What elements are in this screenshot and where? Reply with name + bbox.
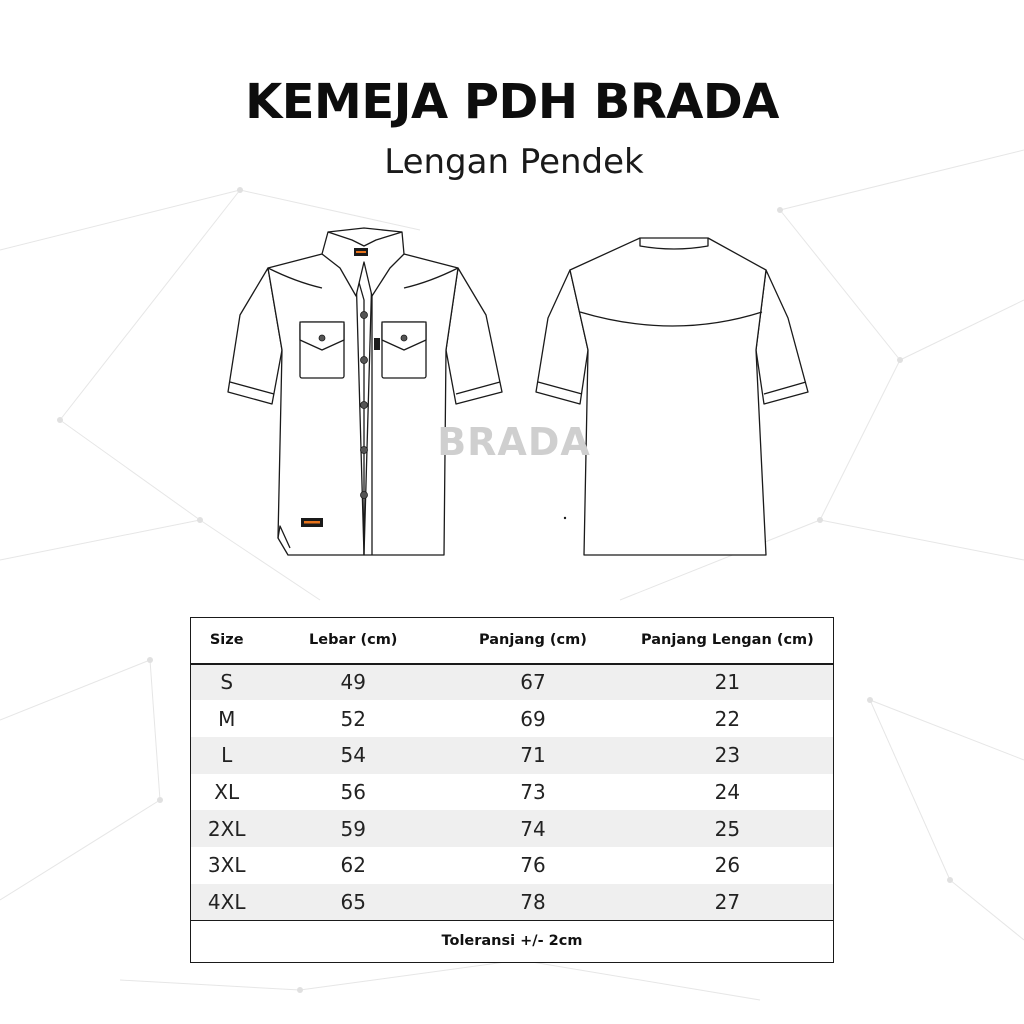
column-header-lebar: Lebar (cm)	[262, 618, 444, 664]
cell-size: 2XL	[191, 810, 263, 847]
column-header-size: Size	[191, 618, 263, 664]
cell-panjang-lengan: 23	[622, 737, 834, 774]
cell-size: XL	[191, 774, 263, 811]
cell-lebar: 54	[262, 737, 444, 774]
cell-size: 4XL	[191, 884, 263, 921]
cell-panjang: 67	[444, 664, 622, 701]
cell-panjang-lengan: 27	[622, 884, 834, 921]
cell-panjang: 69	[444, 700, 622, 737]
table-row	[191, 774, 834, 811]
table-row	[191, 847, 834, 884]
table-row	[191, 810, 834, 847]
column-header-panjang-lengan: Panjang Lengan (cm)	[622, 618, 834, 664]
cell-lebar: 59	[262, 810, 444, 847]
cell-panjang-lengan: 24	[622, 774, 834, 811]
cell-panjang: 74	[444, 810, 622, 847]
page-subtitle: Lengan Pendek	[384, 142, 644, 182]
cell-panjang-lengan: 22	[622, 700, 834, 737]
cell-panjang: 76	[444, 847, 622, 884]
table-row	[191, 700, 834, 737]
cell-panjang-lengan: 26	[622, 847, 834, 884]
cell-panjang: 71	[444, 737, 622, 774]
cell-size: M	[191, 700, 263, 737]
table-footer-row	[191, 920, 834, 962]
cell-lebar: 52	[262, 700, 444, 737]
shirt-back-illustration	[536, 238, 808, 555]
table-row	[191, 737, 834, 774]
cell-lebar: 49	[262, 664, 444, 701]
shirt-front-illustration	[228, 228, 502, 555]
column-header-panjang: Panjang (cm)	[444, 618, 622, 664]
cell-size: S	[191, 664, 263, 701]
cell-size: L	[191, 737, 263, 774]
cell-lebar: 56	[262, 774, 444, 811]
cell-panjang-lengan: 25	[622, 810, 834, 847]
cell-lebar: 65	[262, 884, 444, 921]
size-chart-table	[190, 617, 834, 963]
cell-panjang: 73	[444, 774, 622, 811]
cell-panjang: 78	[444, 884, 622, 921]
table-header-row	[191, 618, 834, 664]
tolerance-note: Toleransi +/- 2cm	[191, 920, 834, 962]
table-row	[191, 884, 834, 921]
page-title: KEMEJA PDH BRADA	[245, 74, 779, 130]
cell-size: 3XL	[191, 847, 263, 884]
table-row	[191, 664, 834, 701]
cell-panjang-lengan: 21	[622, 664, 834, 701]
brand-watermark: BRADA	[437, 420, 591, 464]
cell-lebar: 62	[262, 847, 444, 884]
